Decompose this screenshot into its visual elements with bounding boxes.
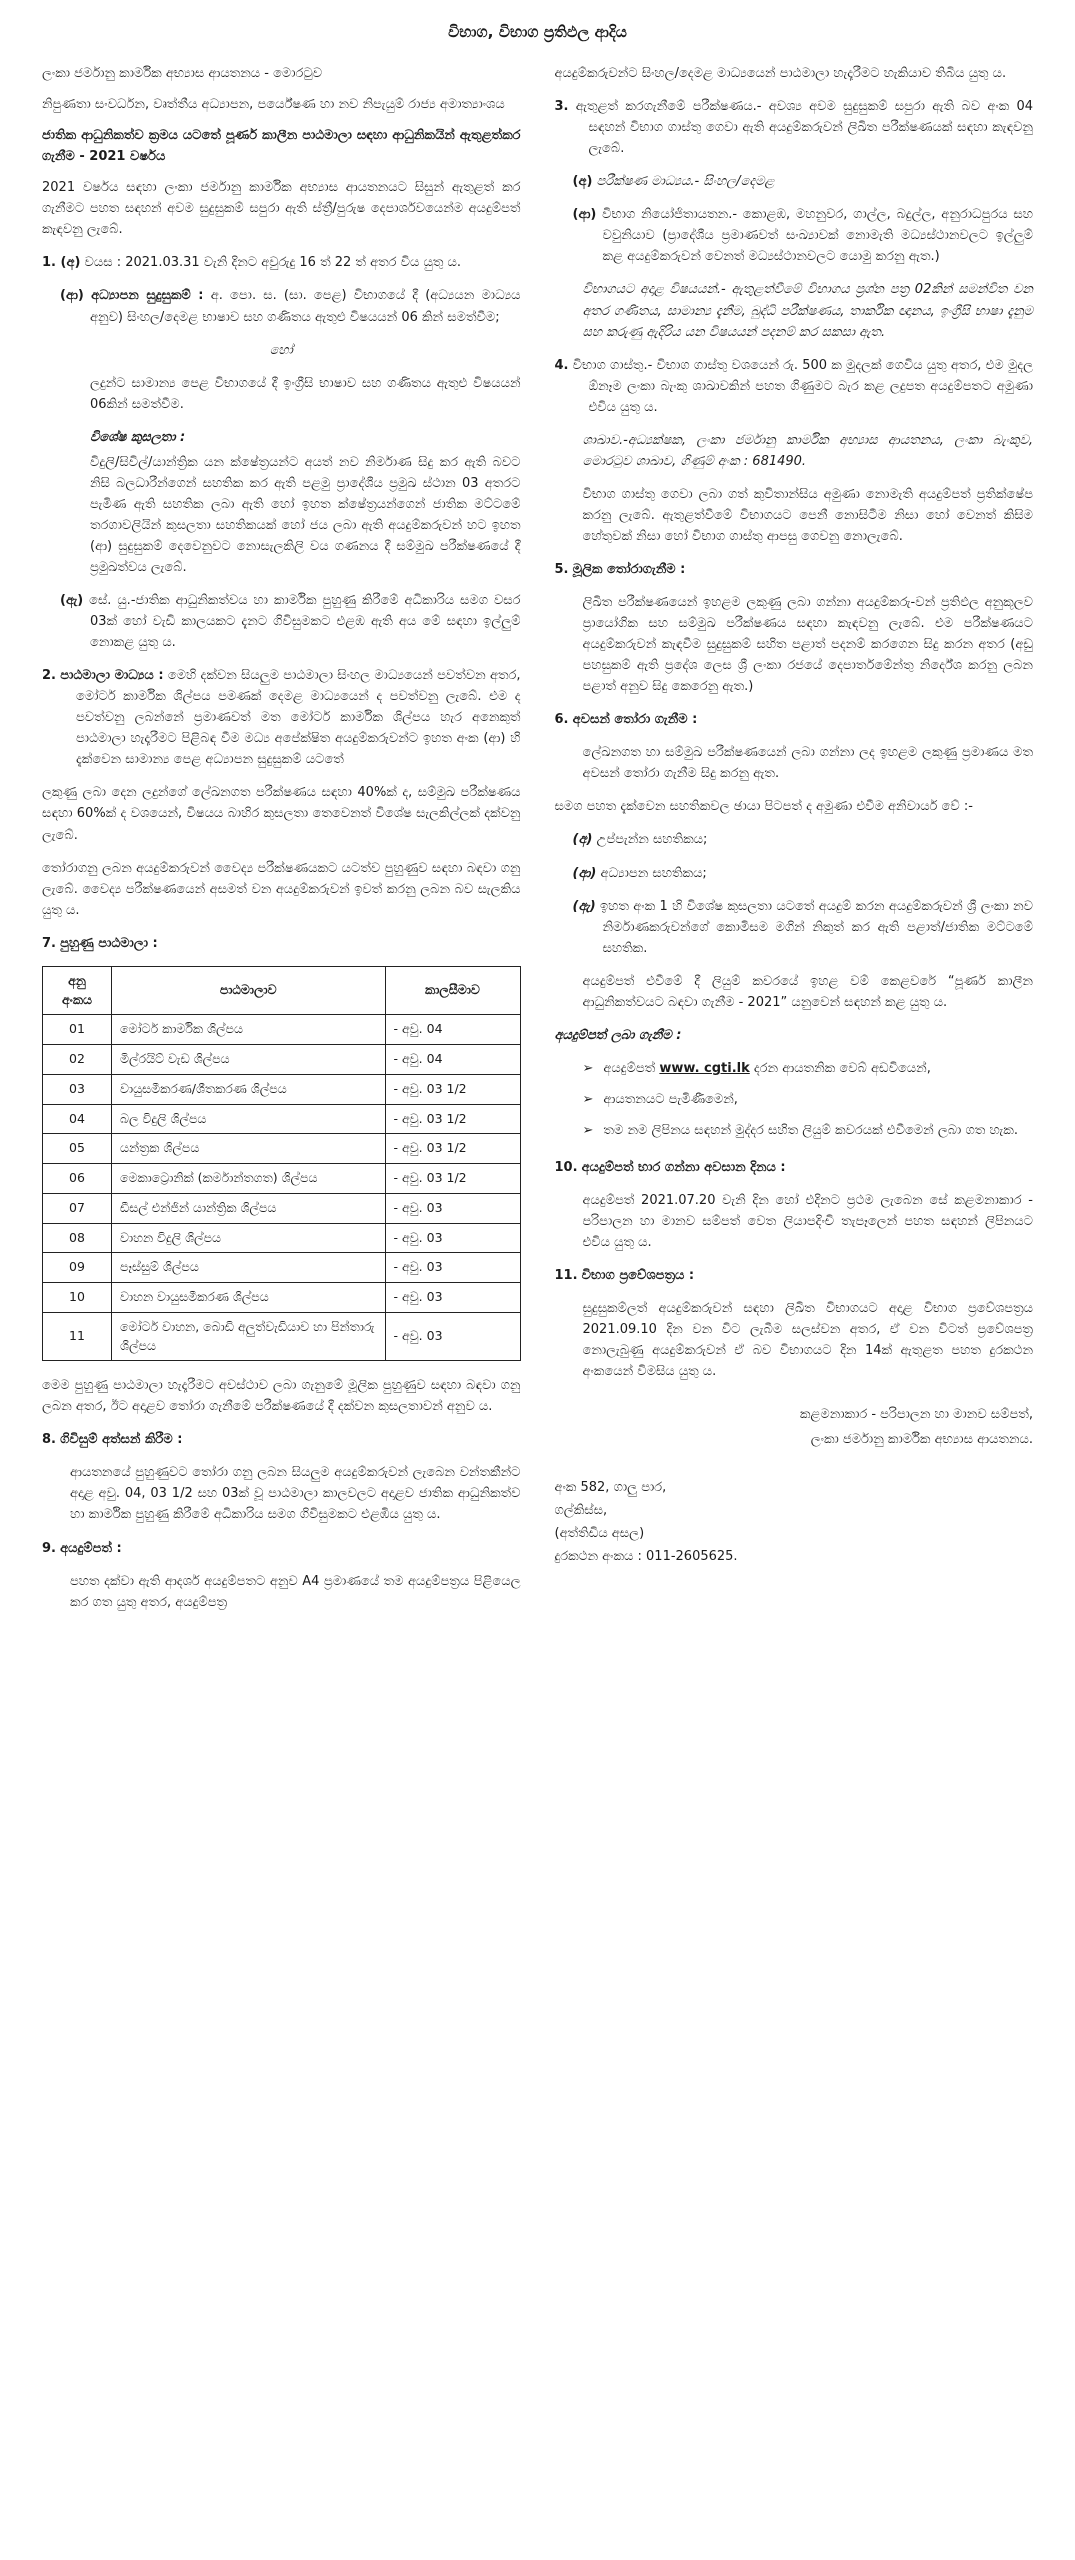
arrow-bullet-icon: ➢: [582, 1060, 594, 1076]
row-course: යන්ත්‍රක ශිල්පය: [112, 1134, 386, 1164]
address-line-3: (අත්තිඩිය අසල): [554, 1525, 645, 1541]
intro-paragraph: 2021 වර්ෂය සඳහා ලංකා ජර්මානු කාර්මික අභ්‍යාස ආයතනයට සිසුන් ඇතුළත් කර ගැනීමට පහත සඳහන් අවම සුදුසුකම් සපුරා ඇති ස්ත්‍රී/පුරුෂ දෙපාර්ශවයෙන්ම අයදුම්පත් කැඳවනු ලැබේ.: [42, 180, 521, 238]
section-6: [555, 709, 1034, 730]
section-1a-label: 1. (අ): [42, 255, 81, 271]
row-no: 06: [43, 1164, 112, 1194]
table-row: [43, 1104, 521, 1134]
certificates-intro: සමග පහත දැක්වෙන සහතිකවල ඡායා පිටපත් ද අමුණා එවීම අනිවාර්ය වේ :-: [554, 799, 973, 815]
row-no: 07: [43, 1193, 112, 1223]
row-duration: - අවු. 03 1/2: [385, 1164, 520, 1194]
bullet-website-pre: අයදුම්පත්: [603, 1060, 660, 1076]
certificate-b-label: (ආ): [572, 865, 597, 881]
section-10-label: 10.: [554, 1159, 578, 1175]
section-10-heading: අයදුම්පත් භාර ගන්නා අවසාන දිනය :: [581, 1159, 786, 1175]
right-column: [555, 63, 1034, 1569]
row-duration: - අවු. 03: [385, 1223, 520, 1253]
section-3b: [573, 204, 1034, 267]
row-course: මෙකාට්‍රොනික් (කර්මාන්තගත) ශිල්පය: [112, 1164, 386, 1194]
marks-weighting-paragraph: ලකුණු ලබා දෙන ලදුන්ගේ ලේඛනගත පරීක්ෂණය සඳහා 40%ක් ද, සම්මුඛ පරීක්ෂණය සඳහා 60%ක් ද වශයෙන්, විෂයය බාහිර කුසලතා තෙවෙනත් විශේෂ සැලකිල්ලක් දක්වනු ලැබේ.: [42, 785, 521, 843]
section-10-text: අයදුම්පත් 2021.07.20 වැනි දින හෝ එදිනට ප්‍රථම ලැබෙන සේ කළමනාකාර - පරිපාලන හා මානව සම්පත් වෙත ලියාපදිංචි තැපෑලෙන් පහත සඳහන් ලිපිනයට එවිය යුතු ය.: [582, 1193, 1033, 1251]
section-5-text: ලිඛිත පරීක්ෂණයෙන් ඉහළම ලකුණු ලබා ගන්නා අයදුම්කරු-වන් ප්‍රතිඵල අනුකූලව ප්‍රායෝගික සහ සම්මුඛ පරීක්ෂණය සඳහා කැඳවනු ලැබේ. එම පරීක්ෂණයට අයදුම්කරුවන් කැඳවීම සුදුසුකම් සහිත පළාත් පදනම් කරගෙන සිදු කරන අතර (අඩු පහසුකම් ඇති ප්‍රදේශ ලෙස ශ්‍රී ලංකා රජයේ දෙපාර්තමේන්තු නිර්දේශ කරනු ලබන පළාත් අනුව සිදු කෙරෙනු ඇත.): [582, 595, 1033, 695]
envelope-note-paragraph: අයදුම්පත් එවීමේ දී ලියුම් කවරයේ ඉහළ වම් කෙළවරේ “පූර්ණ කාලීන ආධුනිකත්වයට බඳවා ගැනීම - 2021” යනුවෙන් සඳහන් කළ යුතු ය.: [582, 973, 1033, 1010]
certificate-c-text: ඉහත අංක 1 හි විශේෂ කුසලතා යටතේ අයදුම් කරන අයදුම්කරුවන් ශ්‍රී ලංකා නව නිර්මාණකරුවන්ගේ කොමිසම මගින් නිකුත් කර ඇති පළාත්/ජාතික මට්ටමේ සහතික.: [600, 898, 1033, 956]
row-duration: - අවු. 03 1/2: [385, 1134, 520, 1164]
section-1b-alternative: ලදුන්ට සාමාන්‍ය පෙළ විභාගයේ දී ඉංග්‍රීසි භාෂාව සහ ගණිතය ඇතුළු විෂයයන් 06කින් සමත්වීම.: [90, 375, 521, 412]
section-1b: [60, 285, 521, 327]
bullet-website-text: [603, 1058, 930, 1079]
row-duration: - අවු. 03: [385, 1253, 520, 1283]
row-no: 02: [43, 1045, 112, 1075]
section-6-text: ලේඛනගත හා සම්මුඛ පරීක්ෂණයෙන් ලබා ගන්නා ලද ඉහළම ලකුණු ප්‍රමාණය මත අවසන් තෝරා ගැනීම සිදු කරනු ඇත.: [582, 745, 1033, 782]
bullet-post-text: තම නම ලිපිනය සඳහන් මුද්දර සහිත ලියුම් කවරයක් එවීමෙන් ලබා ගත හැක.: [603, 1122, 1018, 1138]
section-1a-text: වයස : 2021.03.31 වැනි දිනට අවුරුදු 16 ත් 22 ත් අතර විය යුතු ය.: [84, 255, 462, 271]
row-no: 11: [43, 1312, 112, 1361]
special-skills-text: විදුලි/සිවිල්/යාන්ත්‍රික යන ක්ෂේත්‍රයන්ට අයත් නව නිර්මාණ සිදු කර ඇති බවට නිසි බලධාරීන්ගෙන් සහතික කර ඇති පළමු ප්‍රාදේශීය ප්‍රමුඛ ස්ථාන 03 අතරට පැමිණ ඇති සහතික ලබා ඇති හෝ ඉහත ක්ෂේත්‍රයන්ගෙන් ජාතික මට්ටමේ තරගාවලියින් කුසලතා සහතිකයක් හෝ ජය ලබා ඇති අයදුම්කරුවන් හට ඉහත (ආ) සුදුසුකම් දෙවෙනුවට නොසැලකිලි වය ගණනය දී සම්මුඛ පරීක්ෂණයේ දී ප්‍රමුඛත්වය ලැබේ.: [90, 454, 521, 575]
special-skills-heading: විශේෂ කුසලතා :: [90, 429, 186, 445]
scheme-title: ජාතික ආධුනිකත්ව ක්‍රමය යටතේ පූර්ණ කාලීන පාඨමාලා සඳහා ආධුනිකයින් ඇතුළත්කර ගැනීම - 2021 වර්ෂය: [42, 128, 521, 165]
section-2-text: මෙහි දක්වන සියලුම පාඨමාලා සිංහල මාධ්‍යයෙන් පවත්වන අතර, මෝටර් කාර්මික ශිල්පය පමණක් දෙමළ මාධ්‍යයෙන් ද පවත්වනු ලැබේ. එම ද පවත්වනු ලබන්නේ ප්‍රමාණවත් මත මෝටර් කාර්මික ශිල්පය හැර අනෙකුත් පාඨමාලා හැදෑරීමට පිළිබඳ වීම මධ්‍ය අපේක්ෂිත අයදුම්කරුවන්ට ඉහත අංක (ආ) හි දැක්වෙන සාමාන්‍ය පෙළ අධ්‍යාපන සුදුසුකම් යටතේ: [76, 668, 521, 768]
section-3-text: ඇතුළත් කරගැනීමේ පරීක්ෂණය.- අවශ්‍ය අවම සුදුසුකම් සපුරා ඇති බව අංක 04 සඳහන් විභාග ගාස්තු ගෙවා ඇති අයදුම්කරුවන් ලිඛිත පරීක්ෂණයක් සඳහා කැඳවනු ලැබේ.: [575, 99, 1033, 157]
row-duration: - අවු. 03: [385, 1312, 520, 1361]
row-duration: - අවු. 03 1/2: [385, 1104, 520, 1134]
row-course: පෑස්සුම් ශිල්පය: [112, 1253, 386, 1283]
section-8-heading: ගිවිසුම් අත්සන් කිරීම :: [60, 1432, 183, 1448]
section-1c: [60, 590, 521, 653]
ministry-name: නිපුණතා සංවර්ධන, වෘත්තීය අධ්‍යාපන, පර්යේෂණ හා නව නිපැයුම් රාජ්‍ය අමාත්‍යාංශය: [42, 97, 505, 113]
section-2-label: 2.: [42, 668, 56, 684]
certificate-c-label: (ඇ): [572, 898, 596, 914]
row-no: 01: [43, 1015, 112, 1045]
row-no: 04: [43, 1104, 112, 1134]
special-skills-block: [90, 427, 521, 578]
section-3a: [573, 171, 1034, 192]
section-3a-label: (අ): [572, 174, 593, 190]
section-1c-text: සේ. යු.-ජාතික ආධුනිකත්වය හා කාර්මික පුහුණු කිරීමේ අධිකාරිය සමග වසර 03ක් හෝ වැඩි කාලයකට දැනට ගිවිසුමකට එළඹ ඇති අය මේ සඳහා ඉල්ලුම් නොකළ යුතු ය.: [89, 593, 521, 651]
row-duration: - අවු. 03: [385, 1283, 520, 1313]
row-no: 05: [43, 1134, 112, 1164]
section-6-label: 6.: [554, 712, 569, 728]
section-5-label: 5.: [554, 562, 569, 577]
row-duration: - අවු. 04: [385, 1015, 520, 1045]
arrow-bullet-icon: ➢: [582, 1091, 594, 1107]
address-line-1: අංක 582, ගාලු පාර,: [554, 1479, 667, 1495]
bank-branch-paragraph: ශාඛාව.-අධ්‍යක්ෂක, ලංකා ජර්මානු කාර්මික අභ්‍යාස ආයතනය, ලංකා බැංකුව, මොරටුව ශාඛාව, ගිණුම් අංක : 681490.: [582, 432, 1033, 469]
section-8-text: ආයතනයේ පුහුණුවට තෝරා ගනු ලබන සියලුම අයදුම්කරුවන් ලැබෙන වන්තකීන්ට අදාළ අවු. 04, 03 1/2 සහ 03ක් වූ පාඨමාලා කාලවලට අදාළව ජාතික ආධුනිකත්ව හා කාර්මික පුහුණු කිරීමේ අධිකාරිය සමග ගිවිසුමකට එළඹිය යුතු ය.: [70, 1465, 521, 1523]
section-3: [555, 96, 1034, 159]
right-top-paragraph: අයදුම්කරුවන්ට සිංහල/දෙමළ මාධ්‍යයෙන් පාඨමාලා හැදෑරීමට හැකියාව තිබිය යුතු ය.: [554, 66, 1007, 82]
row-no: 10: [43, 1283, 112, 1313]
website-link[interactable]: www. cgti.lk: [659, 1060, 750, 1076]
institute-name: ලංකා ජර්මානු කාර්මික අභ්‍යාස ආයතනය - මොරටුව: [42, 66, 323, 82]
row-course: මෝටර් කාර්මික ශිල්පය: [112, 1015, 386, 1045]
table-row: [43, 1253, 521, 1283]
bullet-item-post: [583, 1120, 1034, 1141]
bullet-website-post: දරන ආයතනික වෙබ් අඩවියෙන්,: [749, 1060, 931, 1076]
section-2-heading: පාඨමාලා මාධ්‍යය :: [60, 668, 164, 684]
section-3-label: 3.: [554, 99, 569, 115]
section-1a: [42, 252, 521, 273]
courses-table: [42, 966, 521, 1362]
certificate-b-text: අධ්‍යාපන සහතිකය;: [600, 865, 707, 881]
row-no: 09: [43, 1253, 112, 1283]
courses-table-header: [43, 966, 521, 1015]
row-course: වායුසමීකරණ/ශීතකරණ ශිල්පය: [112, 1074, 386, 1104]
obtain-applications-heading: අයදුම්පත් ලබා ගැනීම :: [554, 1027, 682, 1043]
section-3b-text: විභාග නියෝජිතායතන.- කොළඹ, මහනුවර, ගාල්ල, බදුල්ල, අනුරාධපුරය සහ වවුනියාව (ප්‍රාදේශීය ප්‍රමාණවත් සංඛ්‍යාවක් නොමැති මධ්‍යස්ථානවලට ඉල්ලුම් කළ අයදුම්කරුවන් වෙනත් මධ්‍යස්ථානවලට යොමු කරනු ඇත.): [602, 207, 1033, 265]
certificate-c: [573, 896, 1034, 959]
medical-exam-paragraph: තෝරාගනු ලබන අයදුම්කරුවන් වෛද්‍ය පරීක්ෂණයකට යටත්ව පුහුණුව සඳහා බඳවා ගනු ලැබේ. වෛද්‍ය පරීක්ෂණයෙන් අසමත් වන අයදුම්කරුවන් ඉවත් කරනු ලබන බව සැලකිය යුතු ය.: [42, 860, 521, 918]
section-8: [42, 1429, 521, 1450]
page-title: විභාග, විභාග ප්‍රතිඵල ආදිය: [448, 23, 627, 41]
row-duration: - අවු. 04: [385, 1045, 520, 1075]
table-row: [43, 1134, 521, 1164]
header-course: පාඨමාලාව: [112, 966, 386, 1015]
section-10: [555, 1157, 1034, 1178]
row-course: වාහන වායුසමීකරණ ශිල්පය: [112, 1283, 386, 1313]
certificate-a: [573, 829, 1034, 850]
header-serial-number: අනු අංකය: [43, 966, 112, 1015]
table-row: [43, 1283, 521, 1313]
row-duration: - අවු. 03: [385, 1193, 520, 1223]
table-row: [43, 1015, 521, 1045]
row-no: 03: [43, 1074, 112, 1104]
signoff-institute: ලංකා ජර්මානු කාර්මික අභ්‍යාස ආයතනය.: [810, 1432, 1033, 1448]
section-6-heading: අවසන් තෝරා ගැනීම :: [572, 712, 698, 728]
table-row: [43, 1074, 521, 1104]
certificate-a-text: උප්පැන්න සහතිකය;: [596, 832, 708, 848]
row-no: 08: [43, 1223, 112, 1253]
section-7: [42, 933, 521, 954]
fee-note-paragraph: විභාග ගාස්තු ගෙවා ලබා ගත් කුවිතාන්සිය අමුණා නොමැති අයදුම්පත් ප්‍රතික්ෂේප කරනු ලැබේ. ඇතුළත්වීමේ විභාගයට පෙනී නොසිටීම නිසා හෝ වෙනත් කිසිම හේතුවක් නිසා හෝ විභාග ගාස්තු ආපසු ගෙවනු නොලැබේ.: [582, 486, 1033, 544]
address-block: [555, 1477, 1034, 1567]
address-line-2: ගල්කිස්ස,: [554, 1502, 608, 1518]
two-column-layout: [42, 63, 1033, 1625]
signoff-title: කළමනාකාර - පරිපාලන හා මානව සම්පත්,: [799, 1407, 1033, 1423]
row-course: මිල්රයිට් වැඩ ශිල්පය: [112, 1045, 386, 1075]
section-9: [42, 1538, 521, 1559]
certificate-a-label: (අ): [572, 832, 593, 848]
exam-subjects-paragraph: විභාගයට අදාළ විෂයයන්.- ඇතුළත්වීමේ විභාගය ප්‍රශ්න පත්‍ර 02කින් සමන්විත වන අතර ගණිතය, සාමාන්‍ය දැනීම, බුද්ධි පරීක්ෂණය, තාර්කික ඥානය, ඉංග්‍රීසි භාෂා දැනුම සහ කරුණු ඇදිරිය යන විෂයයන් පදනම් කර සකසා ඇත.: [582, 282, 1033, 340]
row-course: වාහන විදුලි ශිල්පය: [112, 1223, 386, 1253]
or-separator: හෝ: [269, 342, 293, 358]
row-course: මෝටර් වාහන, බොඩි අලුත්වැඩියාව හා පින්තාරු ශිල්පය: [112, 1312, 386, 1361]
section-7-label: 7.: [42, 935, 56, 951]
bullet-item-website: [583, 1058, 1034, 1079]
phone-number: දුරකථන අංකය : 011-2605625.: [554, 1548, 738, 1564]
section-9-label: 9.: [42, 1540, 56, 1556]
arrow-bullet-icon: ➢: [582, 1122, 594, 1138]
left-column: [42, 63, 521, 1625]
section-9-text: පහත දක්වා ඇති ආදර්ශ අයදුම්පතට අනුව A4 ප්‍රමාණයේ තම අයදුම්පත්‍රය පිළියෙල කර ගත යුතු අතර, අයදුම්පත්‍ර: [70, 1573, 521, 1610]
section-3b-label: (ආ): [572, 207, 597, 223]
section-2: [42, 665, 521, 770]
section-11-heading: විභාග ප්‍රවේශපත්‍රය :: [581, 1268, 695, 1284]
section-4-text: විභාග ගාස්තු.- විභාග ගාස්තු වශයෙන් රු. 500 ක මුදලක් ගෙවිය යුතු අතර, එම මුදල ඕනෑම ලංකා බැංකු ශාඛාවකින් පහත ගිණුමට බැර කළ ලදුපත අයදුම්පතට අමුණා එවිය යුතු ය.: [572, 357, 1033, 415]
section-11-text: සුදුසුකම්ලත් අයදුම්කරුවන් සඳහා ලිඛිත විභාගයට අදාළ විභාග ප්‍රවේශපත්‍රය 2021.09.10 දින වන විට ලැබීම සලස්වන අතර, ඒ වන විටත් ප්‍රවේශපත්‍ර නොලැබුණු අයදුම්කරුවන් ඒ බව විභාගයට දින 14ක් ඇතුළත පහත දුරකථන අංකයෙන් විමසිය යුතු ය.: [582, 1301, 1033, 1380]
table-row: [43, 1164, 521, 1194]
bullet-visit-text: ආයතනයට පැමිණීමෙන්,: [603, 1091, 738, 1107]
section-1b-text: අ. පො. ස. (සා. පෙළ) විභාගයේ දී (අධ්‍යයන මාධ්‍යය අනුව) සිංහල/දෙමළ භාෂාව සහ ගණිතය ඇතුළු විෂයයන් 06 කින් සමත්වීම;: [90, 288, 521, 325]
section-9-heading: අයදුම්පත් :: [60, 1540, 122, 1556]
section-1b-heading: අධ්‍යාපන සුදුසුකම් :: [91, 288, 204, 304]
section-4: [555, 355, 1034, 418]
section-3a-text: පරීක්ෂණ මාධ්‍යය.- සිංහල/දෙමළ: [596, 174, 775, 190]
section-4-label: 4.: [554, 357, 569, 373]
section-1b-label: (ආ): [60, 288, 84, 304]
table-row: [43, 1193, 521, 1223]
table-row: [43, 1223, 521, 1253]
section-8-label: 8.: [42, 1432, 56, 1448]
section-1c-label: (ඇ): [60, 593, 84, 609]
row-course: බල විදුලි ශිල්පය: [112, 1104, 386, 1134]
section-5-heading: මූලික තෝරාගැනීම :: [572, 562, 686, 577]
table-row: [43, 1045, 521, 1075]
header-duration: කාලසීමාව: [385, 966, 520, 1015]
section-5: [555, 559, 1034, 580]
section-11-label: 11.: [554, 1268, 578, 1284]
section-7-heading: පුහුණු පාඨමාලා :: [60, 935, 158, 951]
row-course: ඩීසල් එන්ජින් යාන්ත්‍රික ශිල්පය: [112, 1193, 386, 1223]
row-duration: - අවු. 03 1/2: [385, 1074, 520, 1104]
certificate-b: [573, 863, 1034, 884]
table-row: [43, 1312, 521, 1361]
bullet-item-visit: [583, 1089, 1034, 1110]
section-11: [555, 1265, 1034, 1286]
after-table-paragraph: මෙම පුහුණු පාඨමාලා හැදෑරීමට අවස්ථාව ලබා ගැනුමේ මූලික පුහුණුව සඳහා බඳවා ගනු ලබන අතර, ඊට අදාළව තෝරා ගැනීමේ පරීක්ෂණයේ දී දක්වන කුසලතාවන් අනුව ය.: [42, 1378, 521, 1415]
